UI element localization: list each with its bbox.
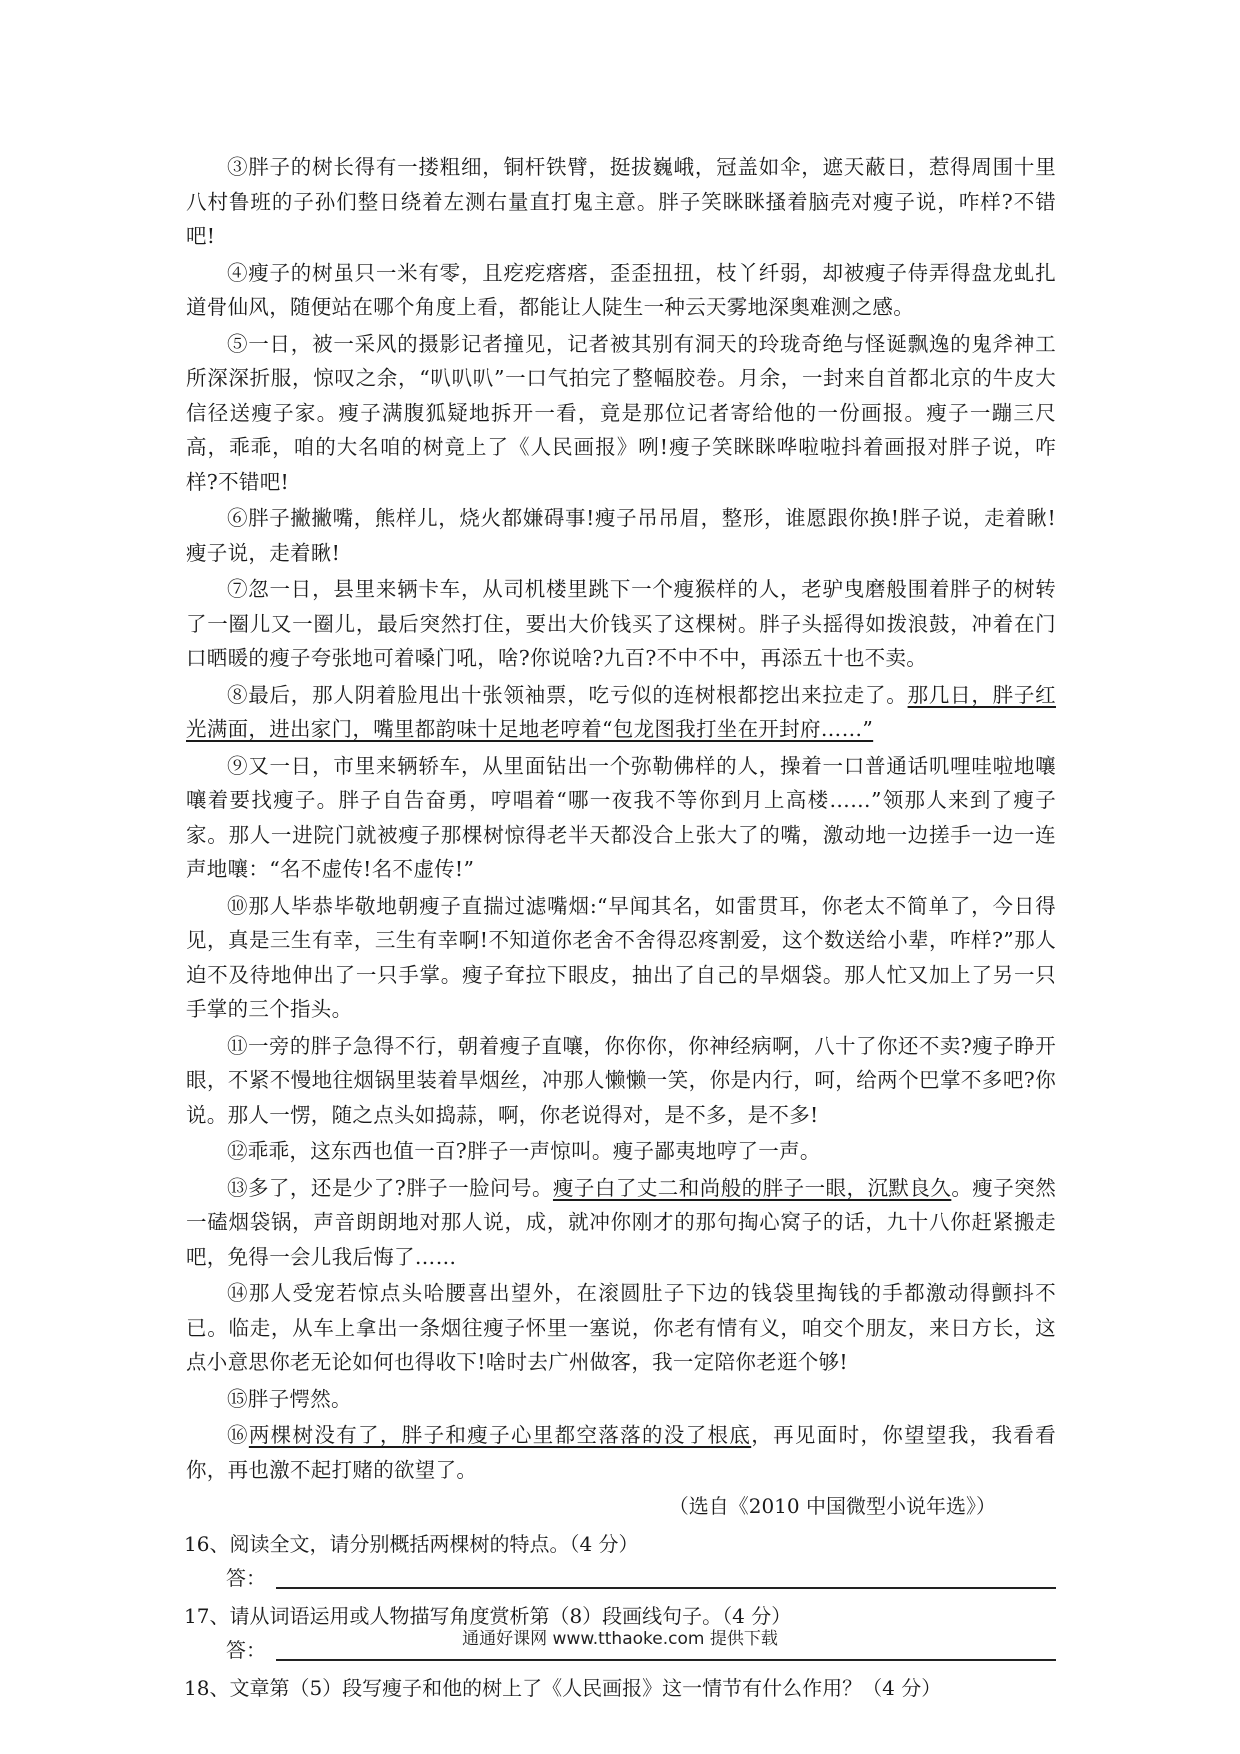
paragraph-text: ⑤一日，被一采风的摄影记者撞见，记者被其别有洞天的玲珑奇绝与怪诞飘逸的鬼斧神工所深深折服，惊叹之余，“叭叭叭”一口气拍完了整幅胶卷。月余，一封来自首都北京的牛皮大信径送瘦子家。瘦子满腹狐疑地拆开一看，竟是那位记者寄给他的一份画报。瘦子一蹦三尺高，乖乖，咱的大名咱的树竟上了《人民画报》咧!瘦子笑眯眯哗啦啦抖着画报对胖子说，咋样?不错吧! — [186, 331, 1056, 494]
answer-label: 答： — [226, 1566, 266, 1590]
page-footer: 通通好课网 www.tthaoke.com 提供下载 — [462, 1629, 778, 1649]
underlined-sentence: 两棵树没有了，胖子和瘦子心里都空落落的没了根底 — [248, 1423, 752, 1447]
paragraph — [186, 256, 1056, 325]
paragraph-text: ⑯ — [227, 1423, 249, 1447]
paragraph-text: ⑨又一日，市里来辆轿车，从里面钻出一个弥勒佛样的人，操着一口普通话叽哩哇啦地嚷嚷着要找瘦子。胖子自告奋勇，哼唱着“哪一夜我不等你到月上高楼……”领那人来到了瘦子家。那人一进院门就被瘦子那棵树惊得老半天都没合上张大了的嘴，激动地一边搓手一边一连声地嚷：“名不虚传!名不虚传!” — [186, 753, 1056, 881]
paragraph — [186, 1276, 1056, 1380]
document-page — [186, 150, 1056, 1705]
question-16 — [186, 1527, 1056, 1595]
answer-blank[interactable] — [276, 1561, 1056, 1589]
question-text: 17、请从词语运用或人物描写角度赏析第（8）段画线句子。（4 分） — [184, 1604, 792, 1628]
story-body — [186, 150, 1056, 1487]
paragraph-text: ⑧最后，那人阴着脸甩出十张领袖票，吃亏似的连树根都挖出来拉走了。 — [227, 682, 908, 707]
paragraph — [186, 749, 1056, 887]
paragraph-text: ⑪一旁的胖子急得不行，朝着瘦子直嚷，你你你，你神经病啊，八十了你还不卖?瘦子睁开眼，不紧不慢地往烟锅里装着旱烟丝，冲那人懒懒一笑，你是内行，呵，给两个巴掌不多吧?你说。那人一愣，随之点头如捣蒜，啊，你老说得对，是不多，是不多! — [186, 1033, 1056, 1127]
paragraph — [186, 150, 1056, 254]
underlined-sentence: 瘦子白了丈二和尚般的胖子一眼，沉默良久 — [552, 1175, 952, 1200]
paragraph-text: ③胖子的树长得有一搂粗细，铜杆铁臂，挺拔巍峨，冠盖如伞，遮天蔽日，惹得周围十里八村鲁班的子孙们整日绕着左测右量直打鬼主意。胖子笑眯眯搔着脑壳对瘦子说，咋样?不错吧! — [186, 155, 1056, 248]
paragraph-text: ⑥胖子撇撇嘴，熊样儿，烧火都嫌碍事!瘦子吊吊眉，整形，谁愿跟你换!胖子说，走着瞅!瘦子说，走着瞅! — [186, 506, 1056, 565]
answer-line[interactable] — [226, 1561, 1056, 1595]
paragraph-text: ⑩那人毕恭毕敬地朝瘦子直揣过滤嘴烟:“早闻其名，如雷贯耳，你老太不简单了，今日得见，真是三生有幸，三生有幸啊!不知道你老舍不舍得忍疼割爱，这个数送给小辈，咋样?”那人迫不及待地伸出了一只手掌。瘦子耷拉下眼皮，抽出了自己的旱烟袋。那人忙又加上了另一只手掌的三个指头。 — [186, 893, 1056, 1021]
paragraph — [186, 501, 1056, 570]
paragraph — [186, 1134, 1056, 1169]
paragraph-text: ⑫乖乖，这东西也值一百?胖子一声惊叫。瘦子鄙夷地哼了一声。 — [227, 1139, 821, 1163]
source-citation: （选自《2010 中国微型小说年选》） — [668, 1494, 996, 1518]
answer-label: 答： — [226, 1638, 266, 1662]
paragraph-text: ⑦忽一日，县里来辆卡车，从司机楼里跳下一个瘦猴样的人，老驴曳磨般围着胖子的树转了一圈儿又一圈儿，最后突然打住，要出大价钱买了这棵树。胖子头摇得如拨浪鼓，冲着在门口晒暖的瘦子夸张地可着嗓门吼，啥?你说啥?九百?不中不中，再添五十也不卖。 — [186, 577, 1056, 670]
paragraph — [186, 327, 1056, 500]
paragraph — [186, 678, 1056, 747]
paragraph — [186, 1029, 1056, 1133]
question-text: 18、文章第（5）段写瘦子和他的树上了《人民画报》这一情节有什么作用？（4 分） — [184, 1676, 942, 1700]
paragraph — [186, 889, 1056, 1027]
paragraph — [186, 1418, 1056, 1487]
paragraph — [186, 1171, 1056, 1275]
paragraph — [186, 572, 1056, 676]
question-18 — [186, 1671, 1056, 1705]
underlined-sentence: 那几日，胖子红光满面，进出家门，嘴里都韵味十足地老哼着“包龙图我打坐在开封府……” — [186, 682, 1056, 741]
paragraph-text: ⑬多了，还是少了?胖子一脸问号。 — [227, 1175, 553, 1200]
paragraph-text: ④瘦子的树虽只一米有零，且疙疙瘩瘩，歪歪扭扭，枝丫纤弱，却被瘦子侍弄得盘龙虬扎道骨仙风，随便站在哪个角度上看，都能让人陡生一种云天雾地深奥难测之感。 — [186, 260, 1056, 319]
paragraph-text: ⑭那人受宠若惊点头哈腰喜出望外，在滚圆肚子下边的钱袋里掏钱的手都激动得颤抖不已。临走，从车上拿出一条烟往瘦子怀里一塞说，你老有情有义，咱交个朋友，来日方长，这点小意思你老无论如何也得收下!啥时去广州做客，我一定陪你老逛个够! — [186, 1281, 1056, 1374]
paragraph-text: 。瘦子突然一磕烟袋锅，声音朗朗地对那人说，成，就冲你刚才的那句掏心窝子的话，九十八你赶紧搬走吧，免得一会儿我后悔了…… — [186, 1175, 1057, 1269]
paragraph — [186, 1382, 1056, 1417]
question-text: 16、阅读全文，请分别概括两棵树的特点。（4 分） — [184, 1532, 639, 1556]
paragraph-text: ⑮胖子愕然。 — [227, 1386, 352, 1411]
paragraph-text: ，再见面时，你望望我，我看看你，再也激不起打赌的欲望了。 — [186, 1423, 1056, 1482]
